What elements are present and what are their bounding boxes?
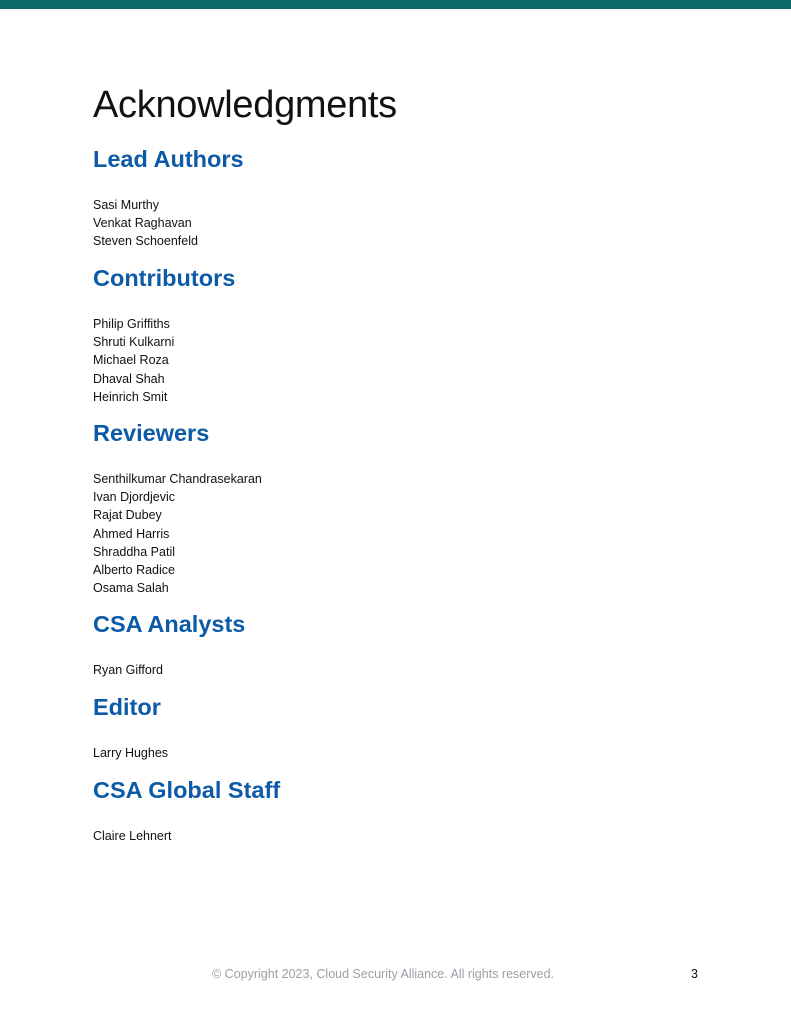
section-lead-authors [93, 144, 244, 251]
list-item: Sasi Murthy [93, 198, 159, 212]
list-item: Claire Lehnert [93, 829, 172, 843]
list-item: Senthilkumar Chandrasekaran [93, 472, 262, 486]
list-item: Philip Griffiths [93, 317, 170, 331]
section-contributors [93, 263, 235, 406]
list-item: Ivan Djordjevic [93, 490, 175, 505]
list-item: Dhaval Shah [93, 371, 165, 386]
list-item: Larry Hughes [93, 746, 169, 760]
list-item: Rajat Dubey [93, 508, 162, 523]
section-heading: Contributors [93, 265, 236, 291]
list-item: Ahmed Harris [93, 526, 170, 541]
list-item: Steven Schoenfeld [93, 234, 198, 249]
name-list [93, 196, 244, 251]
section-heading: CSA Analysts [93, 611, 246, 637]
name-list [93, 827, 280, 845]
name-list [93, 470, 262, 597]
list-item: Osama Salah [93, 581, 169, 596]
list-item: Shruti Kulkarni [93, 335, 175, 350]
section-csa-analysts [93, 609, 245, 679]
name-list [93, 744, 168, 762]
name-list [93, 315, 235, 406]
section-csa-global-staff [93, 775, 280, 845]
section-heading: Reviewers [93, 420, 210, 446]
list-item: Shraddha Patil [93, 544, 176, 559]
top-accent-bar [0, 0, 791, 9]
section-reviewers [93, 418, 262, 597]
page-number: 3 [691, 967, 698, 981]
section-heading: Lead Authors [93, 146, 244, 172]
list-item: Venkat Raghavan [93, 216, 192, 231]
footer-copyright: © Copyright 2023, Cloud Security Alliance. All rights reserved. [212, 967, 555, 981]
page-title: Acknowledgments [93, 84, 397, 126]
section-heading: CSA Global Staff [93, 777, 281, 803]
section-heading: Editor [93, 694, 161, 720]
list-item: Ryan Gifford [93, 663, 163, 677]
name-list [93, 661, 245, 679]
list-item: Heinrich Smit [93, 389, 168, 404]
list-item: Michael Roza [93, 353, 169, 368]
section-editor [93, 692, 168, 762]
list-item: Alberto Radice [93, 563, 175, 578]
